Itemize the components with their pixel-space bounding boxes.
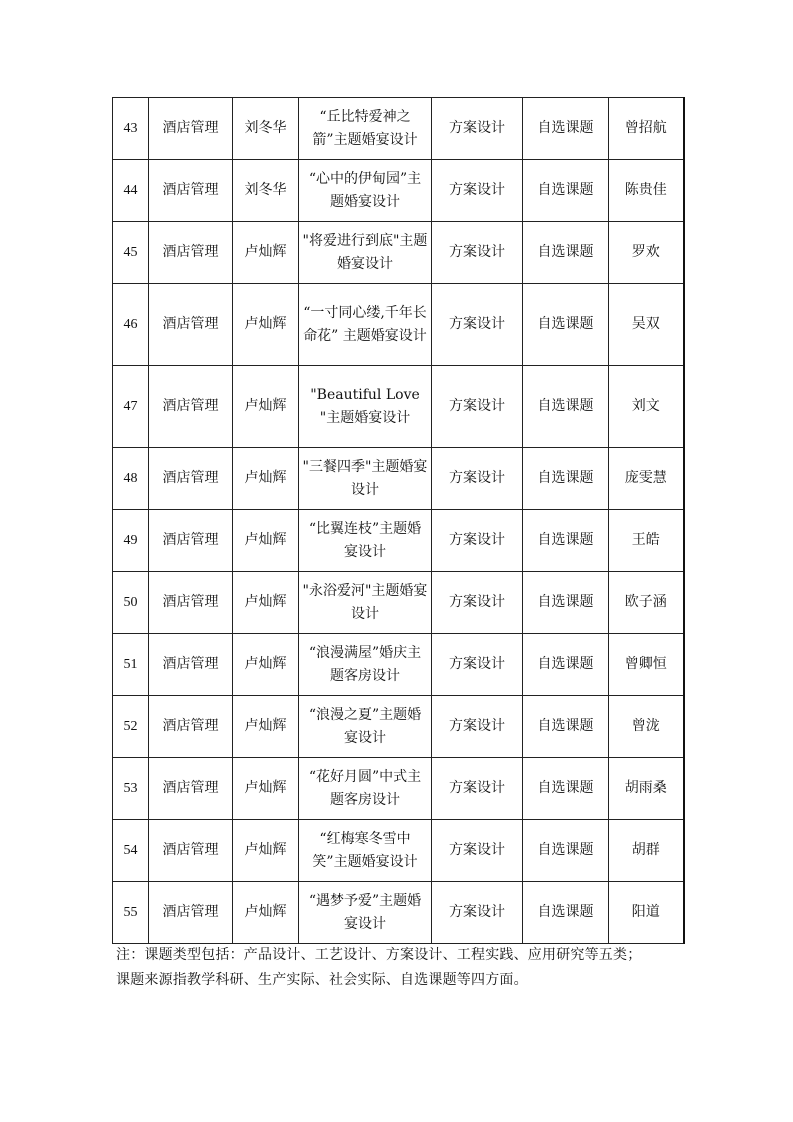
row-number: 48: [113, 448, 149, 510]
student-cell: 胡群: [609, 820, 684, 882]
row-number: 49: [113, 510, 149, 572]
row-number: 51: [113, 634, 149, 696]
footnote-line-2: 课题来源指教学科研、生产实际、社会实际、自选课题等四方面。: [116, 972, 528, 988]
topic-source-cell: 自选课题: [523, 284, 609, 366]
topic-source-cell: 自选课题: [523, 758, 609, 820]
table-row: [113, 160, 684, 222]
topic-type-cell: 方案设计: [432, 510, 523, 572]
advisor-cell: 卢灿辉: [233, 696, 299, 758]
table-row: [113, 510, 684, 572]
topic-title-cell: “丘比特爱神之箭”主题婚宴设计: [299, 98, 432, 160]
topic-type-cell: 方案设计: [432, 634, 523, 696]
table-row: [113, 758, 684, 820]
student-cell: 罗欢: [609, 222, 684, 284]
topic-source-cell: 自选课题: [523, 366, 609, 448]
topic-title-cell: "三餐四季"主题婚宴设计: [299, 448, 432, 510]
major-cell: 酒店管理: [149, 284, 233, 366]
topic-type-cell: 方案设计: [432, 222, 523, 284]
advisor-cell: 卢灿辉: [233, 572, 299, 634]
topic-title-cell: “一寸同心缕,千年长命花” 主题婚宴设计: [299, 284, 432, 366]
student-cell: 王皓: [609, 510, 684, 572]
major-cell: 酒店管理: [149, 366, 233, 448]
advisor-cell: 卢灿辉: [233, 634, 299, 696]
table-row: [113, 222, 684, 284]
topic-title-cell: “浪漫满屋”婚庆主题客房设计: [299, 634, 432, 696]
topic-type-cell: 方案设计: [432, 696, 523, 758]
advisor-cell: 卢灿辉: [233, 448, 299, 510]
major-cell: 酒店管理: [149, 448, 233, 510]
topic-title-cell: "Beautiful Love "主题婚宴设计: [299, 366, 432, 448]
advisor-cell: 刘冬华: [233, 160, 299, 222]
row-number: 54: [113, 820, 149, 882]
topic-title-cell: "将爱进行到底"主题婚宴设计: [299, 222, 432, 284]
major-cell: 酒店管理: [149, 222, 233, 284]
table-row: [113, 448, 684, 510]
topic-source-cell: 自选课题: [523, 696, 609, 758]
topic-source-cell: 自选课题: [523, 510, 609, 572]
major-cell: 酒店管理: [149, 820, 233, 882]
table-row: [113, 696, 684, 758]
topic-title-cell: "永浴爱河"主题婚宴设计: [299, 572, 432, 634]
topic-title-cell: “浪漫之夏”主题婚宴设计: [299, 696, 432, 758]
topic-type-cell: 方案设计: [432, 98, 523, 160]
row-number: 46: [113, 284, 149, 366]
advisor-cell: 卢灿辉: [233, 882, 299, 944]
topic-type-cell: 方案设计: [432, 366, 523, 448]
advisor-cell: 卢灿辉: [233, 366, 299, 448]
topic-type-cell: 方案设计: [432, 758, 523, 820]
major-cell: 酒店管理: [149, 696, 233, 758]
topic-title-cell: “心中的伊甸园”主题婚宴设计: [299, 160, 432, 222]
major-cell: 酒店管理: [149, 758, 233, 820]
topic-type-cell: 方案设计: [432, 820, 523, 882]
advisor-cell: 刘冬华: [233, 98, 299, 160]
advisor-cell: 卢灿辉: [233, 222, 299, 284]
topic-table: [112, 97, 685, 944]
advisor-cell: 卢灿辉: [233, 284, 299, 366]
table-row: [113, 98, 684, 160]
row-number: 50: [113, 572, 149, 634]
student-cell: 胡雨桑: [609, 758, 684, 820]
student-cell: 陈贵佳: [609, 160, 684, 222]
topic-type-cell: 方案设计: [432, 448, 523, 510]
major-cell: 酒店管理: [149, 98, 233, 160]
topic-source-cell: 自选课题: [523, 98, 609, 160]
advisor-cell: 卢灿辉: [233, 820, 299, 882]
row-number: 43: [113, 98, 149, 160]
topic-title-cell: “比翼连枝”主题婚宴设计: [299, 510, 432, 572]
table-row: [113, 820, 684, 882]
student-cell: 刘文: [609, 366, 684, 448]
table-row: [113, 366, 684, 448]
table-row: [113, 572, 684, 634]
student-cell: 曾卿恒: [609, 634, 684, 696]
topic-title-cell: “红梅寒冬雪中笑”主题婚宴设计: [299, 820, 432, 882]
row-number: 55: [113, 882, 149, 944]
table-row: [113, 284, 684, 366]
table-row: [113, 634, 684, 696]
topic-source-cell: 自选课题: [523, 448, 609, 510]
topic-type-cell: 方案设计: [432, 882, 523, 944]
row-number: 45: [113, 222, 149, 284]
major-cell: 酒店管理: [149, 634, 233, 696]
row-number: 44: [113, 160, 149, 222]
row-number: 52: [113, 696, 149, 758]
student-cell: 阳道: [609, 882, 684, 944]
row-number: 47: [113, 366, 149, 448]
topic-source-cell: 自选课题: [523, 634, 609, 696]
table-body: [113, 98, 684, 944]
topic-source-cell: 自选课题: [523, 222, 609, 284]
student-cell: 庞雯慧: [609, 448, 684, 510]
advisor-cell: 卢灿辉: [233, 510, 299, 572]
student-cell: 吴双: [609, 284, 684, 366]
topic-title-cell: “花好月圆”中式主题客房设计: [299, 758, 432, 820]
footnote: [116, 943, 716, 993]
student-cell: 曾招航: [609, 98, 684, 160]
topic-type-cell: 方案设计: [432, 284, 523, 366]
topic-type-cell: 方案设计: [432, 160, 523, 222]
topic-source-cell: 自选课题: [523, 882, 609, 944]
major-cell: 酒店管理: [149, 882, 233, 944]
topic-source-cell: 自选课题: [523, 820, 609, 882]
topic-title-cell: “遇梦予爱”主题婚宴设计: [299, 882, 432, 944]
row-number: 53: [113, 758, 149, 820]
table-row: [113, 882, 684, 944]
major-cell: 酒店管理: [149, 572, 233, 634]
major-cell: 酒店管理: [149, 160, 233, 222]
topic-source-cell: 自选课题: [523, 160, 609, 222]
topic-type-cell: 方案设计: [432, 572, 523, 634]
major-cell: 酒店管理: [149, 510, 233, 572]
topic-source-cell: 自选课题: [523, 572, 609, 634]
footnote-line-1: 注：课题类型包括：产品设计、工艺设计、方案设计、工程实践、应用研究等五类；: [116, 947, 642, 963]
advisor-cell: 卢灿辉: [233, 758, 299, 820]
student-cell: 曾泷: [609, 696, 684, 758]
student-cell: 欧子涵: [609, 572, 684, 634]
